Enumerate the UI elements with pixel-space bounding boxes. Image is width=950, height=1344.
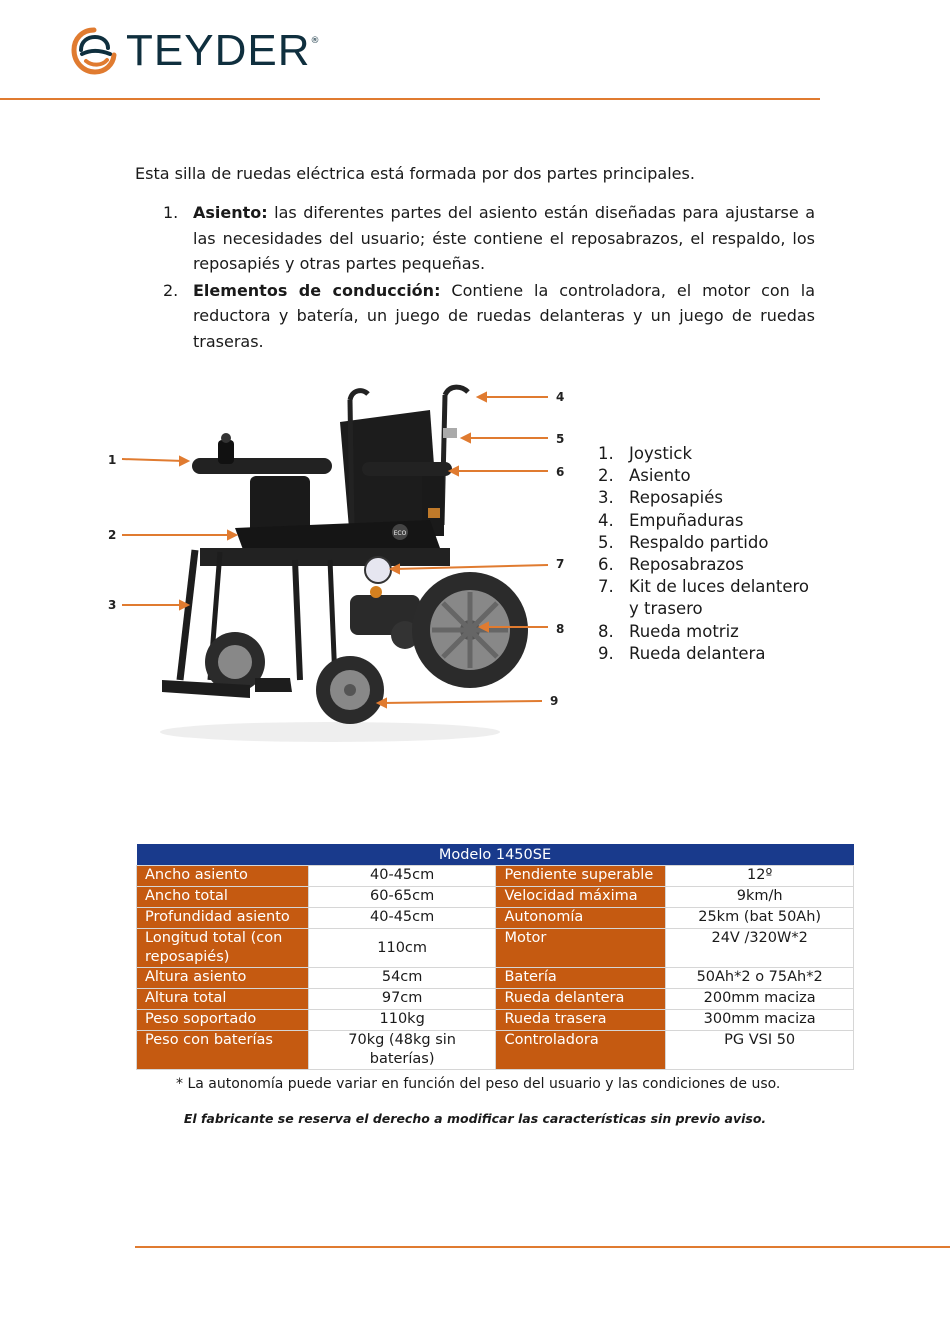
table-title: Modelo 1450SE: [137, 844, 854, 866]
wheelchair-figure: [100, 380, 580, 750]
intro-paragraph: Esta silla de ruedas eléctrica está formada por dos partes principales.: [135, 164, 695, 183]
spec-label: Rueda trasera: [496, 1010, 666, 1031]
callout-number: 7: [556, 557, 565, 571]
table-row: [137, 908, 854, 929]
table-row: [137, 866, 854, 887]
spec-label: Longitud total (con reposapiés): [137, 929, 309, 968]
spec-label: Rueda delantera: [496, 989, 666, 1010]
spec-label: Controladora: [496, 1031, 666, 1070]
table-row: [137, 989, 854, 1010]
list-item-text: Contiene la controladora, el motor con la reductora y batería, un juego de ruedas delanteras y un juego de ruedas traseras.: [193, 280, 815, 351]
legend-label: Kit de luces delantero y trasero: [629, 577, 810, 619]
legend-number: 7.: [598, 577, 614, 597]
spec-label: Ancho total: [137, 887, 309, 908]
callout-number: 5: [556, 432, 565, 446]
spec-value: 110kg: [308, 1010, 496, 1031]
spec-label: Peso soportado: [137, 1010, 309, 1031]
callout-number: 4: [556, 390, 565, 404]
table-row: [137, 968, 854, 989]
legend-label: Reposabrazos: [629, 555, 744, 575]
legend-number: 9.: [598, 643, 614, 663]
legend-item: [598, 487, 809, 509]
eco-badge: ECO: [393, 530, 407, 537]
spec-value: 110cm: [308, 929, 496, 968]
legend-item: [598, 643, 809, 665]
main-parts-list: [135, 200, 815, 355]
list-number: 1.: [163, 203, 179, 222]
callout-number: 6: [556, 465, 565, 479]
spec-value: PG VSI 50: [666, 1031, 854, 1070]
legend-label: Joystick: [629, 444, 693, 463]
spec-value: 300mm maciza: [666, 1010, 854, 1031]
list-number: 2.: [163, 280, 179, 300]
spec-value: 25km (bat 50Ah): [666, 908, 854, 929]
spec-value: 24V /320W*2: [666, 929, 854, 968]
spec-label: Velocidad máxima: [496, 887, 666, 908]
spec-value: 12º: [666, 866, 854, 887]
brand-logo: [70, 26, 319, 76]
legend-number: 2.: [598, 466, 614, 486]
legend-number: 8.: [598, 621, 614, 641]
legend-item: [598, 465, 809, 487]
legend-item: [598, 510, 809, 532]
legend-label: Respaldo partido: [629, 532, 769, 552]
legend-label: Empuñaduras: [629, 510, 744, 530]
spec-label: Motor: [496, 929, 666, 968]
table-row: [137, 1031, 854, 1070]
spec-label: Altura asiento: [137, 968, 309, 989]
spec-value: 40-45cm: [308, 866, 496, 887]
table-row: [137, 929, 854, 968]
spec-value: 97cm: [308, 989, 496, 1010]
callout-number: 8: [556, 622, 565, 636]
spec-value: 200mm maciza: [666, 989, 854, 1010]
spec-value: 60-65cm: [308, 887, 496, 908]
legend-number: 6.: [598, 555, 614, 575]
spec-value: 50Ah*2 o 75Ah*2: [666, 968, 854, 989]
list-item: [135, 200, 815, 277]
spec-value: 40-45cm: [308, 908, 496, 929]
spec-value: 9km/h: [666, 887, 854, 908]
spec-label: Ancho asiento: [137, 866, 309, 887]
wheelchair-illustration: [160, 387, 528, 742]
legend-item: [598, 532, 809, 554]
list-item-title: Elementos de conducción:: [193, 280, 441, 300]
legend-label: Rueda motriz: [629, 621, 739, 641]
spec-label: Altura total: [137, 989, 309, 1010]
parts-legend: [598, 443, 809, 665]
spec-value: 70kg (48kg sin baterías): [308, 1031, 496, 1070]
legend-number: 4.: [598, 510, 614, 530]
table-row: [137, 1010, 854, 1031]
spec-label: Pendiente superable: [496, 866, 666, 887]
list-item: [135, 278, 815, 355]
manufacturer-disclaimer: El fabricante se reserva el derecho a modificar las características sin previo aviso.: [183, 1111, 767, 1126]
footer-divider: [135, 1246, 950, 1248]
teyder-logo-icon: [70, 26, 118, 76]
spec-label: Peso con baterías: [137, 1031, 309, 1070]
list-item-title: Asiento:: [193, 203, 268, 222]
spec-label: Autonomía: [496, 908, 666, 929]
registered-mark: ®: [310, 36, 320, 46]
callout-number: 9: [550, 694, 559, 708]
legend-item: [598, 554, 809, 576]
legend-number: 1.: [598, 444, 614, 463]
legend-item: [598, 576, 809, 620]
legend-number: 3.: [598, 488, 614, 508]
callout-number: 1: [108, 453, 117, 467]
autonomy-note: * La autonomía puede variar en función del peso del usuario y las condiciones de uso.: [176, 1076, 781, 1092]
legend-label: Reposapiés: [629, 488, 723, 508]
legend-number: 5.: [598, 532, 614, 552]
spec-label: Profundidad asiento: [137, 908, 309, 929]
spec-value: 54cm: [308, 968, 496, 989]
spec-table: [136, 844, 854, 1070]
legend-label: Asiento: [629, 466, 691, 486]
callout-number: 3: [108, 598, 117, 612]
list-item-text: las diferentes partes del asiento están diseñadas para ajustarse a las necesidades del usuario; éste contiene el reposabrazos, el respaldo, los reposapiés y otras partes pequeñas.: [193, 203, 815, 273]
header-divider: [0, 98, 820, 100]
callout-number: 2: [108, 528, 117, 542]
spec-label: Batería: [496, 968, 666, 989]
legend-label: Rueda delantera: [629, 643, 766, 663]
legend-item: [598, 621, 809, 643]
legend-item: [598, 443, 809, 465]
table-row: [137, 887, 854, 908]
brand-name: TEYDER: [126, 26, 311, 75]
